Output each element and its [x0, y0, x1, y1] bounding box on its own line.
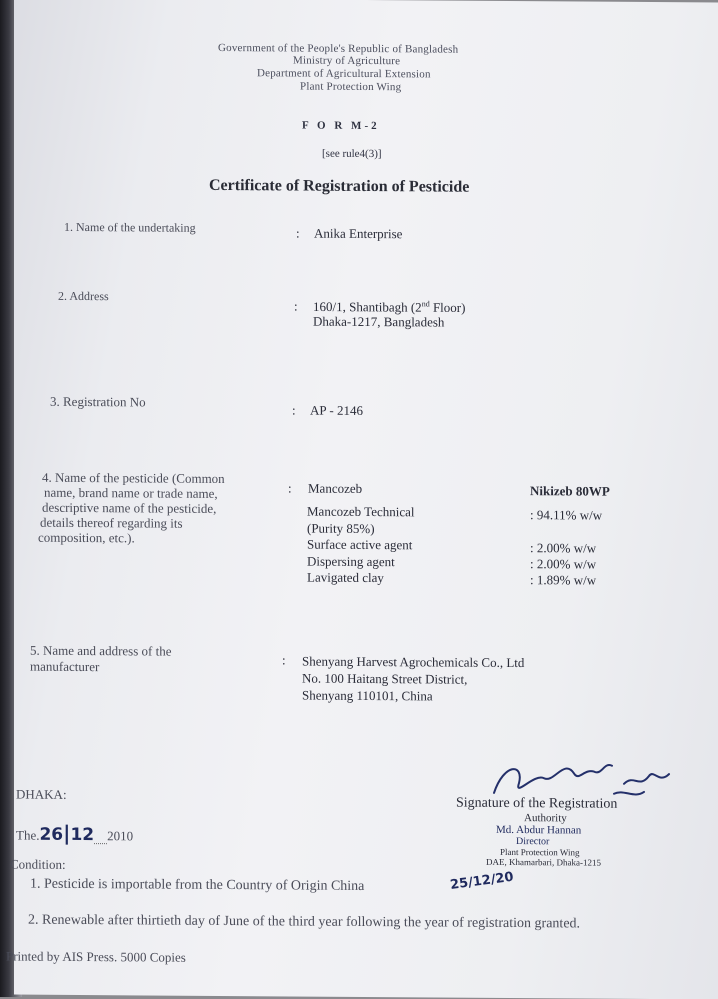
manufacturer-label-line: manufacturer — [30, 658, 100, 675]
composition-item: Mancozeb Technical — [307, 503, 415, 520]
officer-address: DAE, Khamarbari, Dhaka-1215 — [486, 856, 601, 868]
header-ministry: Ministry of Agriculture — [293, 54, 401, 68]
undertaking-value: Anika Enterprise — [314, 225, 403, 242]
pesticide-label-line: name, brand name or trade name, — [44, 484, 218, 501]
handwritten-note-date: 25/12/20 — [449, 869, 515, 893]
colon: : — [282, 652, 286, 668]
officer-wing: Plant Protection Wing — [500, 846, 580, 858]
handwritten-month: 12 — [70, 824, 95, 846]
address-line1: 160/1, Shantibagh (2nd Floor) — [313, 298, 466, 316]
composition-item: (Purity 85%) — [307, 520, 375, 536]
registration-label: 3. Registration No — [50, 393, 146, 410]
form-name: F O R M-2 — [302, 119, 380, 133]
composition-names — [307, 504, 415, 587]
colon: : — [294, 298, 298, 314]
undertaking-label: 1. Name of the undertaking — [64, 219, 196, 235]
manufacturer-value — [302, 653, 524, 706]
header-government: Government of the People's Republic of Bangladesh — [218, 41, 459, 56]
composition-value: : 2.00% w/w — [530, 556, 597, 572]
header-wing: Plant Protection Wing — [300, 80, 402, 94]
manufacturer-line: No. 100 Haitang Street District, — [302, 670, 468, 687]
place-label: DHAKA: — [16, 786, 67, 802]
print-footer: Printed by AIS Press. 5000 Copies — [6, 948, 186, 965]
composition-item: Lavigated clay — [307, 569, 384, 586]
pesticide-label — [38, 469, 225, 546]
composition-value: : 1.89% w/w — [530, 572, 597, 588]
composition-value: : 2.00% w/w — [530, 540, 597, 556]
pesticide-label-line: 4. Name of the pesticide (Common — [42, 469, 225, 487]
date-year: 2010 — [107, 828, 134, 844]
colon: : — [288, 480, 292, 496]
officer-name: Md. Abdur Hannan — [496, 823, 582, 837]
address-label: 2. Address — [58, 288, 109, 304]
date-line: The.26|12 2010 — [16, 820, 134, 846]
date-prefix: The — [16, 827, 37, 843]
colon: : — [296, 225, 300, 241]
colon: : — [292, 402, 296, 418]
composition-value: : 94.11% w/w — [530, 507, 603, 523]
signature-label: Signature of the Registration — [456, 795, 618, 812]
condition-item: 2. Renewable after thirtieth day of June of the third year following the year of registration granted. — [28, 912, 581, 932]
common-name: Mancozeb — [308, 480, 363, 496]
officer-title: Director — [516, 836, 550, 848]
manufacturer-label — [30, 643, 172, 676]
page-title: Certificate of Registration of Pesticide — [209, 176, 470, 196]
pesticide-label-line: composition, etc.). — [38, 529, 135, 546]
form-rule: [see rule4(3)] — [322, 147, 382, 161]
header-department: Department of Agricultural Extension — [257, 67, 431, 81]
registration-value: AP - 2146 — [310, 402, 363, 418]
condition-item: 1. Pesticide is importable from the Country of Origin China — [30, 876, 365, 894]
address-line2: Dhaka-1217, Bangladesh — [313, 313, 445, 330]
manufacturer-line: Shenyang Harvest Agrochemicals Co., Ltd — [302, 653, 525, 671]
composition-item: Dispersing agent — [307, 553, 395, 569]
signature-authority: Authority — [524, 812, 567, 825]
handwritten-day: 26 — [39, 824, 64, 845]
pesticide-label-line: descriptive name of the pesticide, — [42, 499, 217, 516]
manufacturer-label-line: 5. Name and address of the — [30, 642, 172, 659]
manufacturer-line: Shenyang 110101, China — [302, 687, 433, 704]
composition-item: Surface active agent — [307, 536, 413, 553]
conditions-heading: Condition: — [10, 856, 66, 872]
certificate-paper — [6, 0, 718, 999]
pesticide-label-line: details thereof regarding its — [40, 514, 183, 531]
brand-name: Nikizeb 80WP — [530, 483, 610, 499]
